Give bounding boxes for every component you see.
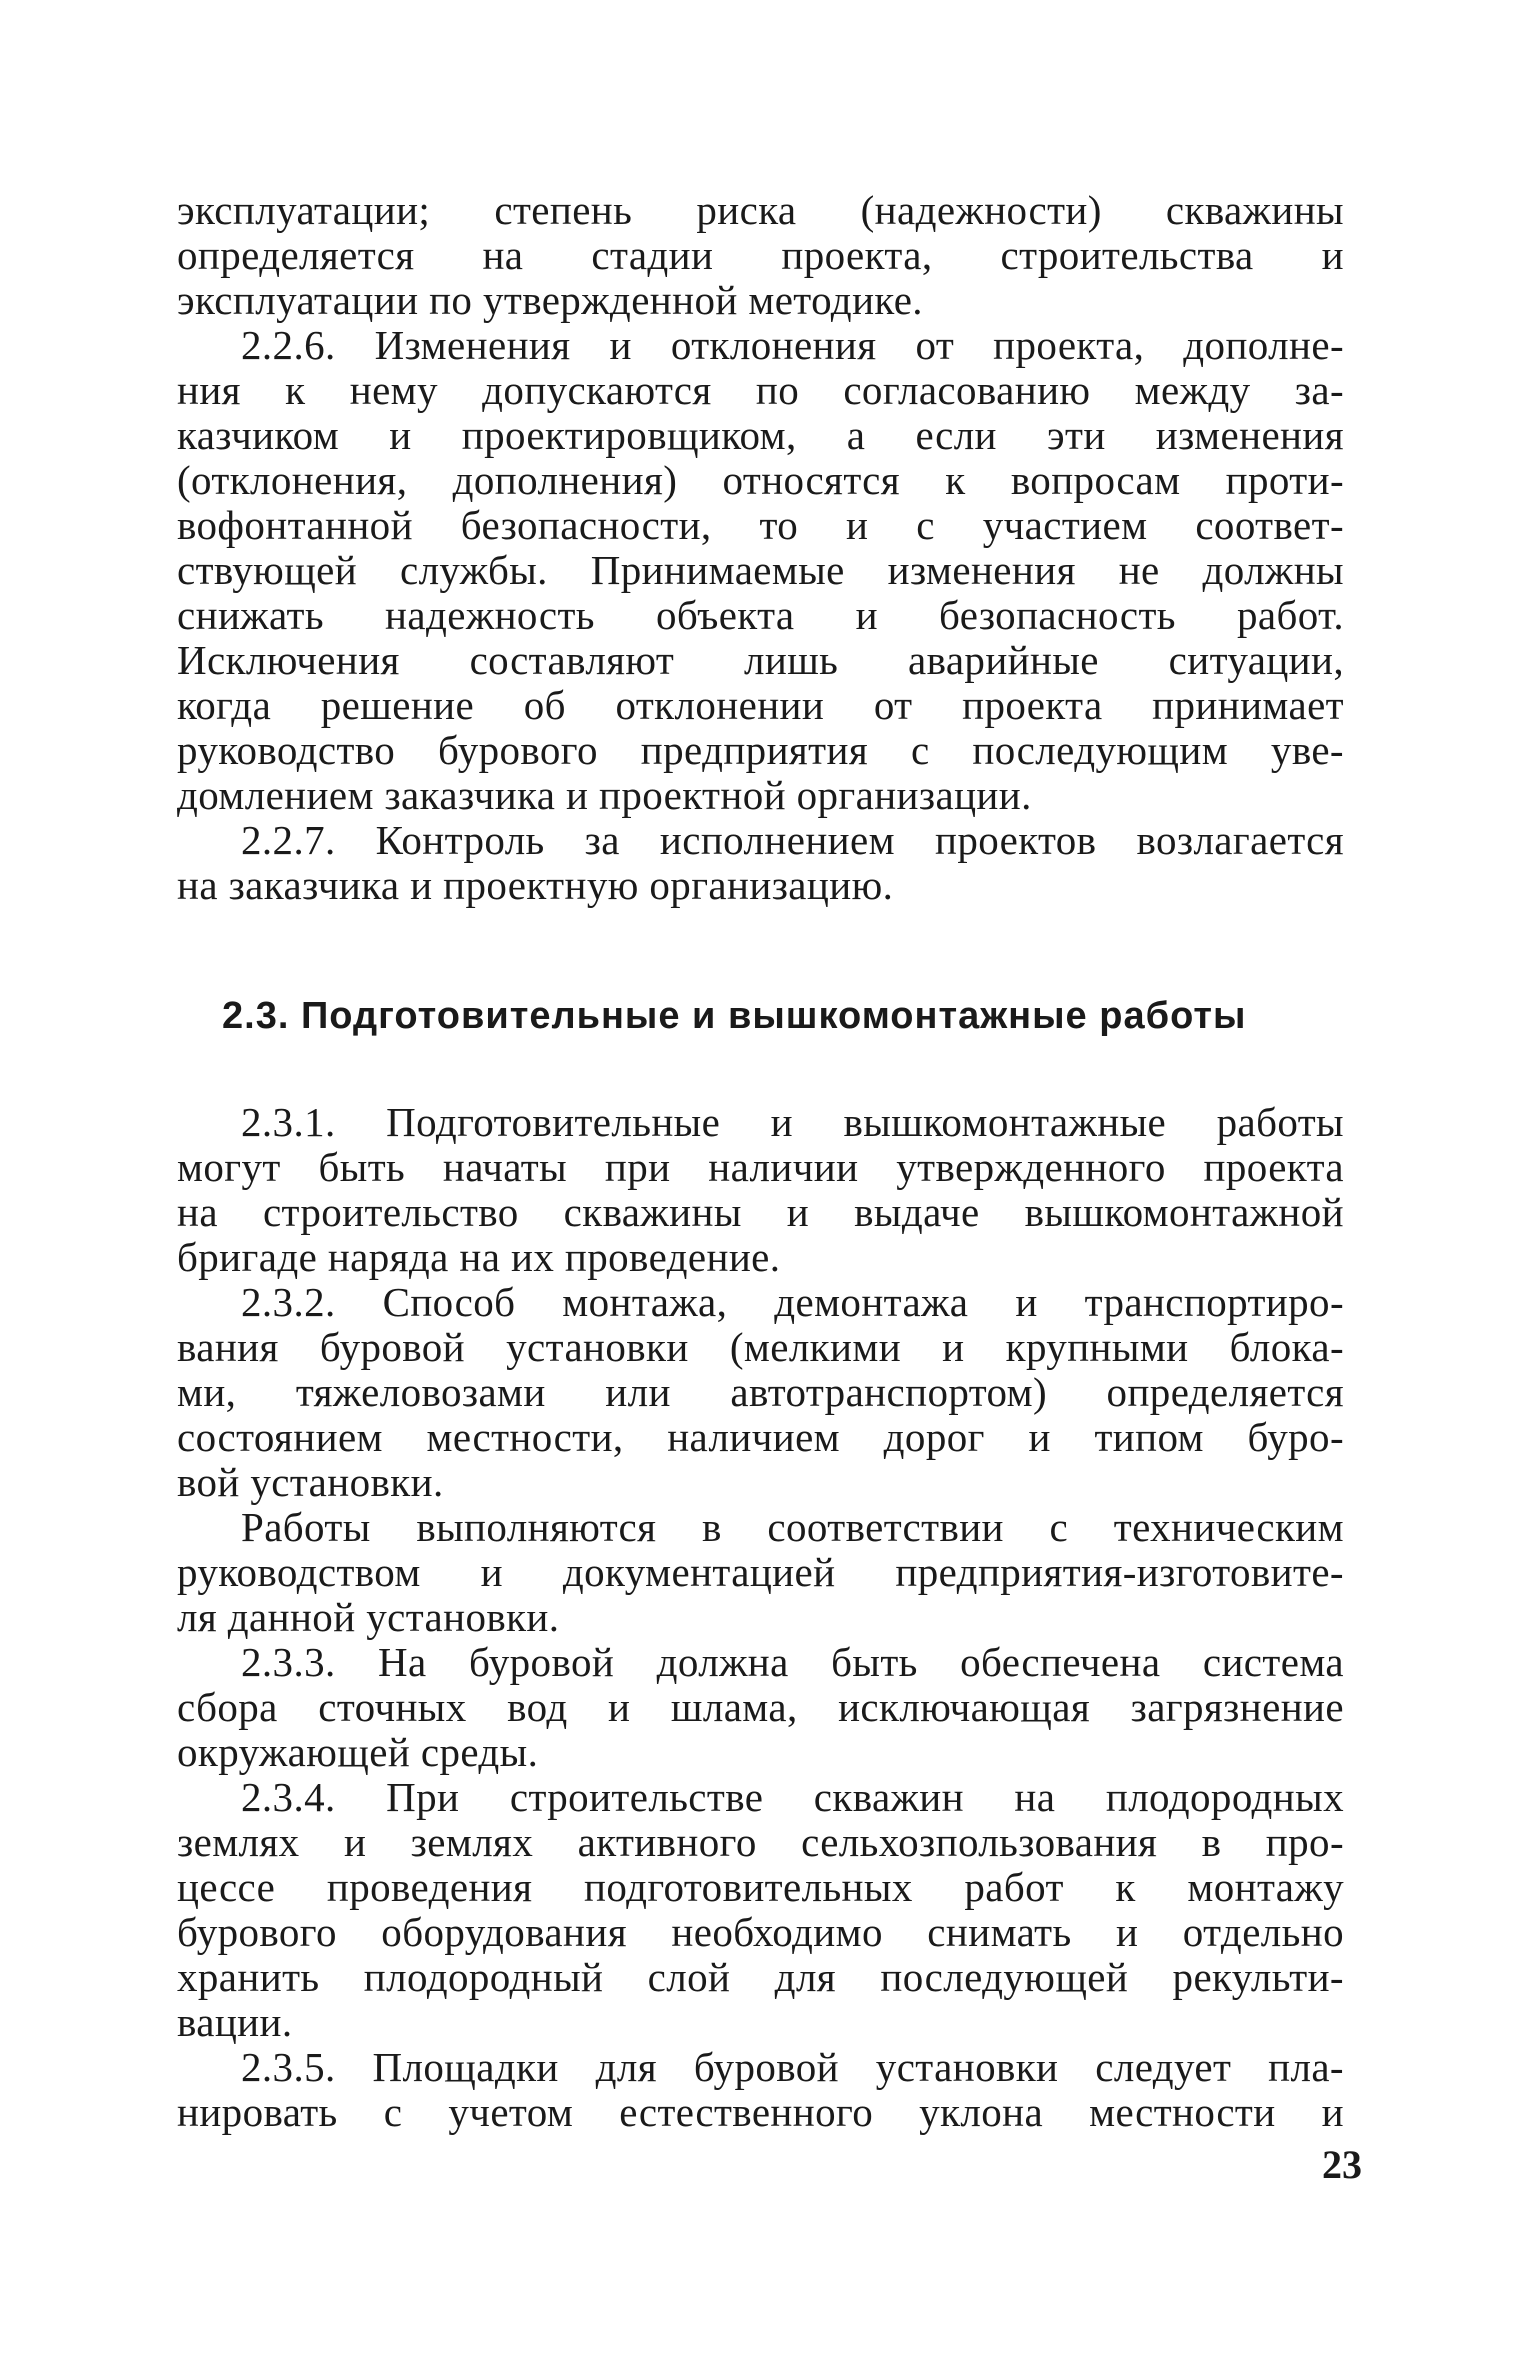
text-line: могут быть начаты при наличии утвержденного проекта [177, 1144, 1344, 1190]
text-line: руководство бурового предприятия с последующим уве- [177, 727, 1344, 773]
text-line: на строительство скважины и выдаче вышкомонтажной [177, 1189, 1344, 1235]
text-block-section-2-2 [177, 188, 1344, 908]
paragraph-2-3-4-first-line: 2.3.4. При строительстве скважин на плодородных [241, 1774, 1344, 1820]
text-line: сбора сточных вод и шлама, исключающая загрязнение [177, 1684, 1344, 1730]
text-line: руководством и документацией предприятия-изготовите- [177, 1549, 1344, 1595]
text-line: бригаде наряда на их проведение. [177, 1234, 781, 1280]
paragraph-2-3-5-first-line: 2.3.5. Площадки для буровой установки следует пла- [241, 2044, 1344, 2090]
text-line: вания буровой установки (мелкими и крупными блока- [177, 1324, 1344, 1370]
text-line: состоянием местности, наличием дорог и типом буро- [177, 1414, 1344, 1460]
text-line: землях и землях активного сельхозпользования в про- [177, 1819, 1344, 1865]
text-block-section-2-3 [177, 1100, 1344, 2135]
paragraph-2-2-6-first-line: 2.2.6. Изменения и отклонения от проекта, дополне- [241, 322, 1344, 368]
paragraph-2-3-3-first-line: 2.3.3. На буровой должна быть обеспечена система [241, 1639, 1344, 1685]
text-line: цессе проведения подготовительных работ к монтажу [177, 1864, 1344, 1910]
page-number: 23 [1322, 2142, 1362, 2187]
text-line: вофонтанной безопасности, то и с участием соответ- [177, 502, 1344, 548]
text-line: хранить плодородный слой для последующей рекульти- [177, 1954, 1344, 2000]
text-line: (отклонения, дополнения) относятся к вопросам проти- [177, 457, 1344, 503]
text-line: вации. [177, 1999, 293, 2045]
text-line: вой установки. [177, 1459, 444, 1505]
text-line: окружающей среды. [177, 1729, 539, 1775]
text-line: эксплуатации по утвержденной методике. [177, 277, 923, 323]
text-line: ля данной установки. [177, 1594, 560, 1640]
text-line: домлением заказчика и проектной организации. [177, 772, 1032, 818]
text-line: казчиком и проектировщиком, а если эти изменения [177, 412, 1344, 458]
text-line: определяется на стадии проекта, строительства и [177, 232, 1344, 278]
text-line: ми, тяжеловозами или автотранспортом) определяется [177, 1369, 1344, 1415]
text-line: эксплуатации; степень риска (надежности) скважины [177, 187, 1344, 233]
text-line: Исключения составляют лишь аварийные ситуации, [177, 637, 1344, 683]
section-heading-2-3: 2.3. Подготовительные и вышкомонтажные работы [222, 995, 1247, 1037]
text-line: на заказчика и проектную организацию. [177, 862, 894, 908]
paragraph-2-3-1-first-line: 2.3.1. Подготовительные и вышкомонтажные работы [241, 1099, 1344, 1145]
text-line: снижать надежность объекта и безопасность работ. [177, 592, 1344, 638]
paragraph-2-3-2-first-line: 2.3.2. Способ монтажа, демонтажа и транспортиро- [241, 1279, 1344, 1325]
text-line: нировать с учетом естественного уклона местности и [177, 2089, 1344, 2135]
text-line: ния к нему допускаются по согласованию между за- [177, 367, 1344, 413]
text-line: когда решение об отклонении от проекта принимает [177, 682, 1344, 728]
text-line: ствующей службы. Принимаемые изменения не должны [177, 547, 1344, 593]
paragraph-2-2-7-first-line: 2.2.7. Контроль за исполнением проектов возлагается [241, 817, 1344, 863]
text-line: бурового оборудования необходимо снимать и отдельно [177, 1909, 1344, 1955]
paragraph-works-first-line: Работы выполняются в соответствии с техническим [241, 1504, 1344, 1550]
